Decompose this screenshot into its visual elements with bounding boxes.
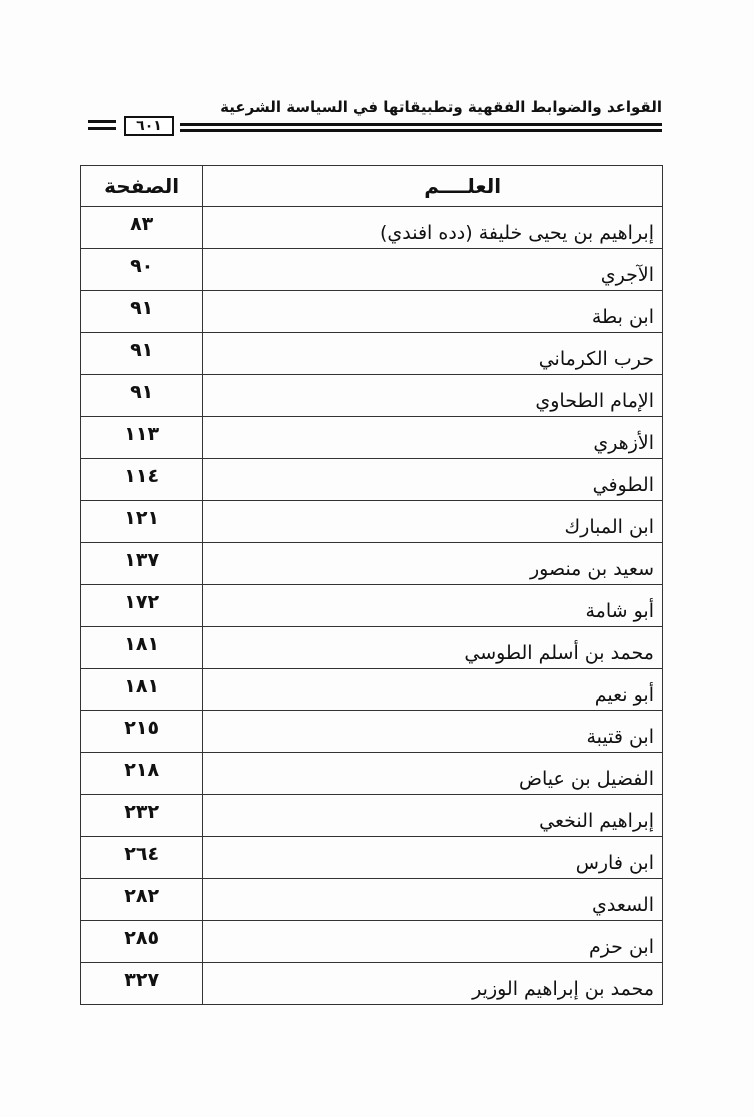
table-row: [81, 333, 663, 375]
name-cell: محمد بن إبراهيم الوزير: [203, 963, 663, 1005]
page-cell: ٩١: [81, 291, 203, 333]
page-cell: ٩٠: [81, 249, 203, 291]
header-rule-left-2: [88, 127, 116, 130]
header-rule-left-1: [88, 120, 116, 123]
table-row: [81, 207, 663, 249]
name-cell: إبراهيم بن يحيى خليفة (دده افندي): [203, 207, 663, 249]
name-cell: ابن فارس: [203, 837, 663, 879]
page-cell: ٢٨٥: [81, 921, 203, 963]
page-cell: ١٨١: [81, 627, 203, 669]
name-cell: الطوفي: [203, 459, 663, 501]
name-cell: ابن قتيبة: [203, 711, 663, 753]
page-cell: ٢١٨: [81, 753, 203, 795]
page-cell: ٢٣٢: [81, 795, 203, 837]
table-row: [81, 459, 663, 501]
page-cell: ١٢١: [81, 501, 203, 543]
name-cell: ابن بطة: [203, 291, 663, 333]
column-header-name: العلــــم: [203, 166, 663, 207]
names-index-table: [80, 165, 663, 1005]
table-row: [81, 543, 663, 585]
name-cell: حرب الكرماني: [203, 333, 663, 375]
page-cell: ١١٤: [81, 459, 203, 501]
name-cell: ابن حزم: [203, 921, 663, 963]
table-row: [81, 795, 663, 837]
page-cell: ١١٣: [81, 417, 203, 459]
page-number-box: ٦٠١: [124, 116, 174, 136]
page-cell: ٨٣: [81, 207, 203, 249]
page-cell: ٣٢٧: [81, 963, 203, 1005]
table-row: [81, 375, 663, 417]
table-row: [81, 879, 663, 921]
table-row: [81, 291, 663, 333]
book-title: القواعد والضوابط الفقهية وتطبيقاتها في السياسة الشرعية: [220, 98, 662, 116]
page-cell: ٢١٥: [81, 711, 203, 753]
table-row: [81, 963, 663, 1005]
page-cell: ١٣٧: [81, 543, 203, 585]
name-cell: السعدي: [203, 879, 663, 921]
name-cell: الآجري: [203, 249, 663, 291]
table-row: [81, 711, 663, 753]
page-cell: ٢٨٢: [81, 879, 203, 921]
name-cell: إبراهيم النخعي: [203, 795, 663, 837]
page-cell: ٩١: [81, 375, 203, 417]
page-cell: ١٧٢: [81, 585, 203, 627]
name-cell: الفضيل بن عياض: [203, 753, 663, 795]
table-row: [81, 417, 663, 459]
running-header: [88, 96, 662, 140]
header-rule-right-1: [180, 123, 662, 126]
name-cell: الأزهري: [203, 417, 663, 459]
table-row: [81, 921, 663, 963]
table-row: [81, 501, 663, 543]
name-cell: الإمام الطحاوي: [203, 375, 663, 417]
name-cell: أبو شامة: [203, 585, 663, 627]
header-rule-right-2: [180, 129, 662, 132]
table-row: [81, 837, 663, 879]
table-row: [81, 585, 663, 627]
name-cell: ابن المبارك: [203, 501, 663, 543]
name-cell: محمد بن أسلم الطوسي: [203, 627, 663, 669]
table-row: [81, 669, 663, 711]
column-header-page: الصفحة: [81, 166, 203, 207]
name-cell: أبو نعيم: [203, 669, 663, 711]
page-cell: ٩١: [81, 333, 203, 375]
page-cell: ١٨١: [81, 669, 203, 711]
name-cell: سعيد بن منصور: [203, 543, 663, 585]
table-row: [81, 753, 663, 795]
table-row: [81, 249, 663, 291]
table-header-row: [81, 166, 663, 207]
table-row: [81, 627, 663, 669]
page-cell: ٢٦٤: [81, 837, 203, 879]
